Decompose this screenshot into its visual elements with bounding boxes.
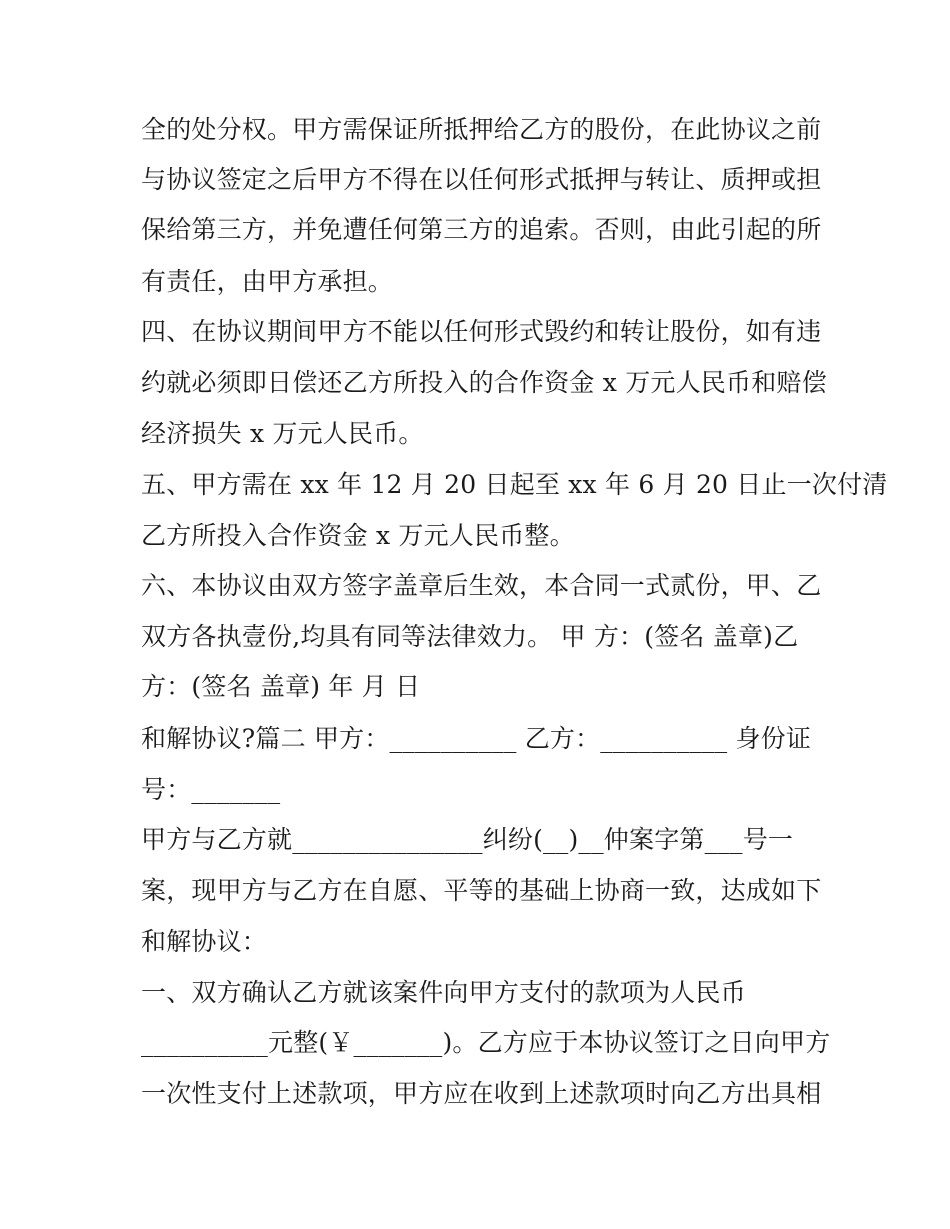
text-line: 四、在协议期间甲方不能以任何形式毁约和转让股份，如有违	[141, 317, 822, 346]
text-line: 乙方所投入合作资金 x 万元人民币整。	[141, 521, 575, 550]
text-line: 保给第三方，并免遭任何第三方的追索。否则，由此引起的所	[141, 215, 822, 244]
text-line: 有责任，由甲方承担。	[141, 267, 394, 296]
text-line: 甲方与乙方就_______________纠纷(__)__仲案字第___号一	[141, 825, 794, 854]
text-line: 案，现甲方与乙方在自愿、平等的基础上协商一致，达成如下	[141, 876, 822, 905]
text-line: 号：_______	[141, 775, 281, 804]
text-line: 五、甲方需在 xx 年 12 月 20 日起至 xx 年 6 月 20 日止一次付清	[141, 470, 888, 499]
text-line: 一、双方确认乙方就该案件向甲方支付的款项为人民币	[141, 978, 746, 1007]
text-line: 和解协议?篇二 甲方：__________ 乙方：__________ 身份证	[141, 724, 812, 753]
text-line: 和解协议：	[141, 927, 268, 956]
text-line: 双方各执壹份,均具有同等法律效力。 甲 方：(签名 盖章)乙	[141, 622, 799, 651]
text-line: 一次性支付上述款项，甲方应在收到上述款项时向乙方出具相	[141, 1079, 822, 1108]
text-line: __________元整(￥_______)。乙方应于本协议签订之日向甲方	[141, 1028, 831, 1057]
text-line: 六、本协议由双方签字盖章后生效，本合同一式贰份，甲、乙	[141, 571, 822, 600]
text-line: 约就必须即日偿还乙方所投入的合作资金 x 万元人民币和赔偿	[141, 368, 827, 397]
text-line: 经济损失 x 万元人民币。	[141, 419, 424, 448]
text-line: 全的处分权。甲方需保证所抵押给乙方的股份，在此协议之前	[141, 115, 822, 144]
text-line: 与协议签定之后甲方不得在以任何形式抵押与转让、质押或担	[141, 165, 822, 194]
text-line: 方：(签名 盖章) 年 月 日	[141, 672, 421, 701]
